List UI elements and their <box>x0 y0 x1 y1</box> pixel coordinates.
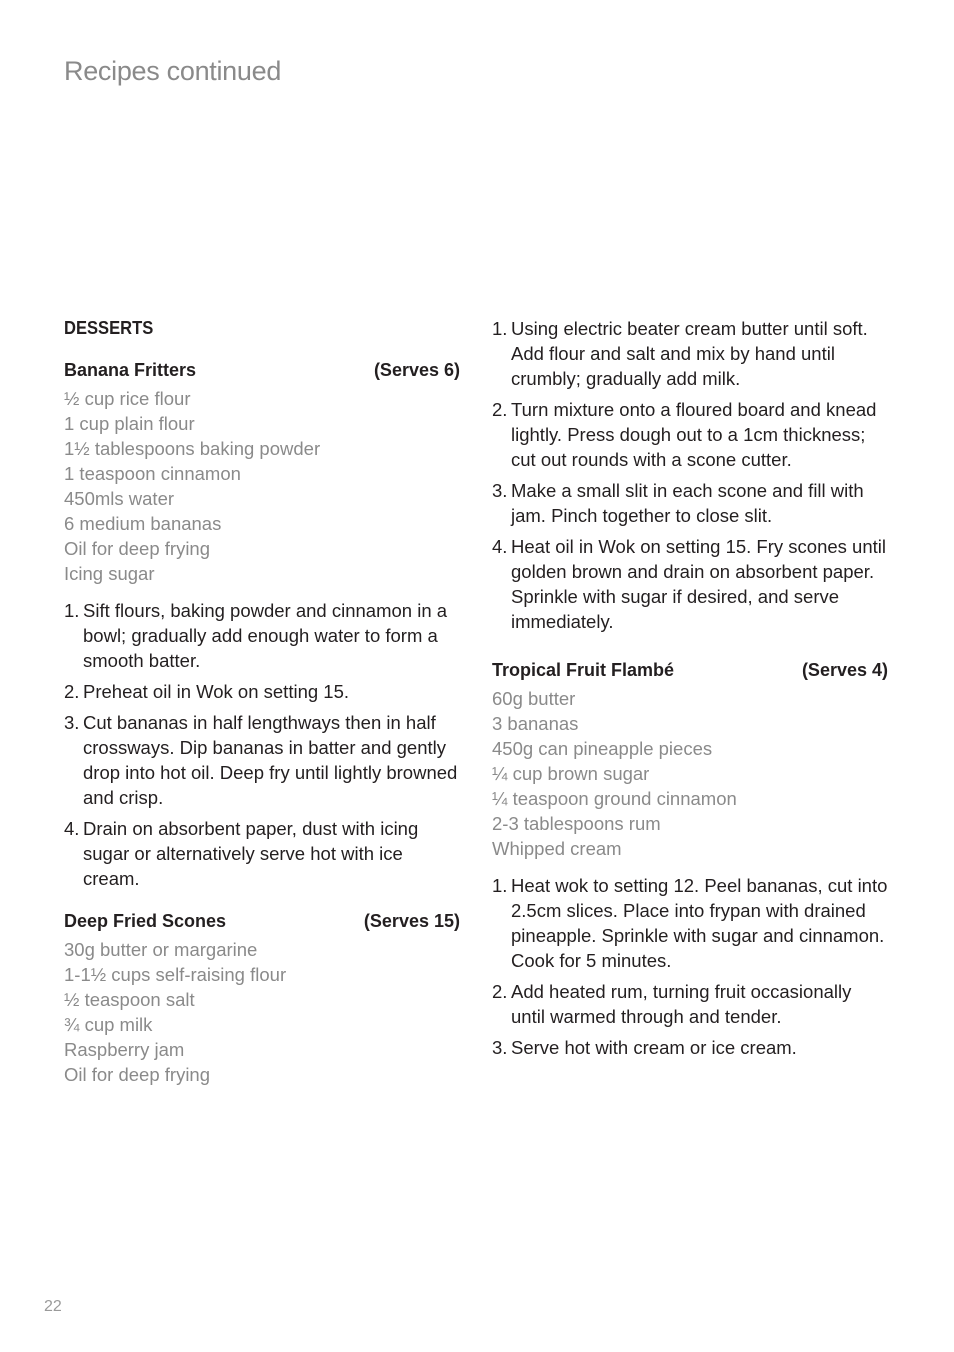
ingredient-item: 60g butter <box>492 688 576 709</box>
recipe-header <box>64 909 460 934</box>
ingredient-item: Whipped cream <box>492 838 622 859</box>
ingredient-item: ¾ cup milk <box>64 1014 153 1035</box>
ingredient-item: ¼ cup brown sugar <box>492 763 650 784</box>
recipe-title: Deep Fried Scones <box>64 911 227 931</box>
ingredient-item: Icing sugar <box>64 563 155 584</box>
page-number: 22 <box>44 1298 62 1315</box>
step-text: Turn mixture onto a floured board and knead lightly. Press dough out to a 1cm thickness; cut out rounds with a scone cutter. <box>511 399 877 470</box>
step-number: 4. <box>64 818 80 839</box>
page-title: Recipes continued <box>64 56 282 86</box>
method-step <box>64 710 460 810</box>
ingredient-list <box>492 686 888 861</box>
left-column <box>64 316 460 1099</box>
recipe-deep-fried-scones <box>64 909 460 1087</box>
ingredient-item: 1 cup plain flour <box>64 413 195 434</box>
ingredient-item: 1-1½ cups self-raising flour <box>64 964 287 985</box>
method-steps <box>492 316 888 634</box>
recipe-serves: (Serves 15) <box>363 911 460 931</box>
ingredient-item: ½ cup rice flour <box>64 388 191 409</box>
ingredient-item: ¼ teaspoon ground cinnamon <box>492 788 737 809</box>
step-number: 1. <box>492 875 508 896</box>
ingredient-item: 1½ tablespoons baking powder <box>64 438 321 459</box>
step-text: Preheat oil in Wok on setting 15. <box>83 681 350 702</box>
step-text: Add heated rum, turning fruit occasionally until warmed through and tender. <box>511 981 852 1027</box>
step-text: Using electric beater cream butter until soft. Add flour and salt and mix by hand until crumbly; gradually add milk. <box>511 318 868 389</box>
method-step <box>492 534 888 634</box>
method-step <box>64 816 460 891</box>
step-text: Cut bananas in half lengthways then in half crossways. Dip bananas in batter and gently drop into hot oil. Deep fry until lightly browned and crisp. <box>83 712 458 808</box>
ingredient-item: 450g can pineapple pieces <box>492 738 713 759</box>
ingredient-item: 450mls water <box>64 488 175 509</box>
method-step <box>492 979 888 1029</box>
ingredient-item: 6 medium bananas <box>64 513 222 534</box>
ingredient-item: ½ teaspoon salt <box>64 989 195 1010</box>
ingredient-item: 1 teaspoon cinnamon <box>64 463 241 484</box>
recipe-title: Banana Fritters <box>64 360 197 380</box>
recipe-serves: (Serves 4) <box>801 660 888 680</box>
step-text: Make a small slit in each scone and fill with jam. Pinch together to close slit. <box>511 480 864 526</box>
recipe-header <box>492 658 888 683</box>
step-number: 2. <box>64 681 80 702</box>
method-steps <box>64 598 460 891</box>
ingredient-item: 3 bananas <box>492 713 579 734</box>
step-number: 3. <box>64 712 80 733</box>
step-number: 3. <box>492 1037 508 1058</box>
ingredient-item: 30g butter or margarine <box>64 939 258 960</box>
recipe-serves: (Serves 6) <box>373 360 460 380</box>
method-step <box>492 397 888 472</box>
step-number: 1. <box>64 600 80 621</box>
recipe-tropical-fruit-flambe <box>492 658 888 1060</box>
method-step <box>492 316 888 391</box>
recipe-title: Tropical Fruit Flambé <box>492 660 675 680</box>
ingredient-list <box>64 386 460 586</box>
ingredient-item: Raspberry jam <box>64 1039 185 1060</box>
step-text: Serve hot with cream or ice cream. <box>511 1037 797 1058</box>
recipe-banana-fritters <box>64 358 460 891</box>
ingredient-item: Oil for deep frying <box>64 1064 211 1085</box>
recipe-header <box>64 358 460 383</box>
method-step <box>492 873 888 973</box>
step-text: Heat wok to setting 12. Peel bananas, cut into 2.5cm slices. Place into frypan with drained pineapple. Sprinkle with sugar and cinnamon. Cook for 5 minutes. <box>511 875 888 971</box>
right-column <box>492 316 888 1078</box>
ingredient-item: 2-3 tablespoons rum <box>492 813 661 834</box>
ingredient-list <box>64 937 460 1087</box>
step-number: 1. <box>492 318 508 339</box>
step-number: 2. <box>492 399 508 420</box>
method-step <box>64 598 460 673</box>
method-step <box>492 1035 888 1060</box>
step-number: 4. <box>492 536 508 557</box>
step-number: 2. <box>492 981 508 1002</box>
step-text: Sift flours, baking powder and cinnamon in a bowl; gradually add enough water to form a smooth batter. <box>83 600 448 671</box>
step-number: 3. <box>492 480 508 501</box>
step-text: Drain on absorbent paper, dust with icing sugar or alternatively serve hot with ice cream. <box>83 818 419 889</box>
section-heading: DESSERTS <box>64 318 154 338</box>
method-step <box>492 478 888 528</box>
method-steps <box>492 873 888 1060</box>
ingredient-item: Oil for deep frying <box>64 538 211 559</box>
step-text: Heat oil in Wok on setting 15. Fry scones until golden brown and drain on absorbent paper. Sprinkle with sugar if desired, and serve immediately. <box>511 536 886 632</box>
method-step <box>64 679 460 704</box>
